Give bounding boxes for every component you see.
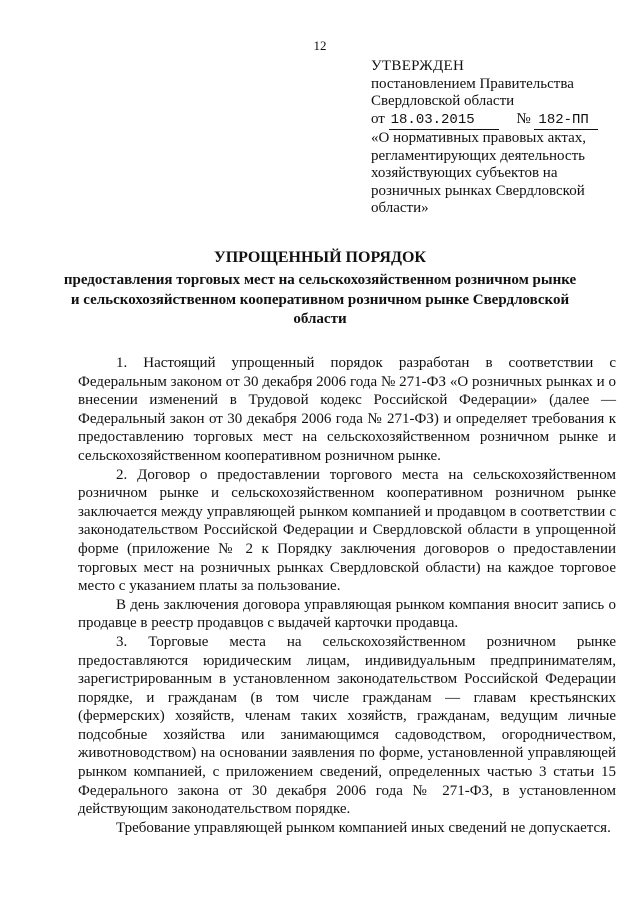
approval-line-2: Свердловской области bbox=[371, 93, 515, 109]
registration-line bbox=[371, 111, 616, 131]
page-number: 12 bbox=[313, 38, 327, 53]
paragraph-4: 3. Торговые места на сельскохозяйственном розничном рынке предоставляются юридическим лицам, индивидуальным предпринимателям, зарегистрированным в установленном законодательством Российской Федерации порядке, и гражданам (в том числе гражданам — главам крестьянских (фермерских) хозяйств, членам таких хозяйств, гражданам, ведущим личные подсобные хозяйства или занимающимся садоводством, огородничеством, животноводством) на основании заявления по форме, установленной управляющей рынком компанией, с приложением сведений, определенных частью 3 статьи 15 Федерального закона от 30 декабря 2006 года № 271-ФЗ, в установленном действующим законодательством порядке. bbox=[78, 633, 616, 818]
approval-number: 182-ПП bbox=[534, 112, 598, 131]
document-body bbox=[78, 354, 616, 837]
date-prefix: от bbox=[371, 110, 385, 127]
approval-doc-title: «О нормативных правовых актах, регламентирующих деятельность хозяйствующих субъектов на розничных рынках Свердловской области» bbox=[371, 130, 587, 216]
document-subtitle: предоставления торговых мест на сельскохозяйственном розничном рынке и сельскохозяйственном кооперативном розничном рынке Свердловской области bbox=[63, 272, 577, 327]
approval-date: 18.03.2015 bbox=[389, 112, 499, 131]
paragraph-3: В день заключения договора управляющая рынком компания вносит запись о продавце в реестр продавцов с выдачей карточки продавца. bbox=[78, 596, 616, 632]
document-title-block bbox=[60, 248, 580, 330]
approval-line-1: постановлением Правительства bbox=[371, 75, 574, 92]
paragraph-5: Требование управляющей рынком компанией иных сведений не допускается. bbox=[116, 819, 611, 836]
approval-block bbox=[371, 58, 616, 218]
approved-heading: УТВЕРЖДЕН bbox=[371, 58, 465, 74]
paragraph-1: 1. Настоящий упрощенный порядок разработан в соответствии с Федеральным законом от 30 декабря 2006 года № 271-ФЗ «О розничных рынках и о внесении изменений в Трудовой кодекс Российской Федерации» (далее — Федеральный закон от 30 декабря 2006 года № 271-ФЗ) и определяет требования к предоставлению торговых мест на сельскохозяйственном розничном рынке и сельскохозяйственном кооперативном розничном рынке. bbox=[78, 355, 616, 464]
document-title: УПРОЩЕННЫЙ ПОРЯДОК bbox=[213, 249, 427, 266]
paragraph-2: 2. Договор о предоставлении торгового места на сельскохозяйственном розничном рынке и сельскохозяйственном кооперативном розничном рынке заключается между управляющей рынком компанией и продавцом в соответствии с законодательством Российской Федерации и Свердловской области в упрощенной форме (приложение № 2 к Порядку заключения договоров о предоставлении торговых мест на розничных рынках Свердловской области) на каждое торговое место с указанием платы за пользование. bbox=[78, 466, 616, 595]
number-prefix: № bbox=[516, 110, 531, 127]
